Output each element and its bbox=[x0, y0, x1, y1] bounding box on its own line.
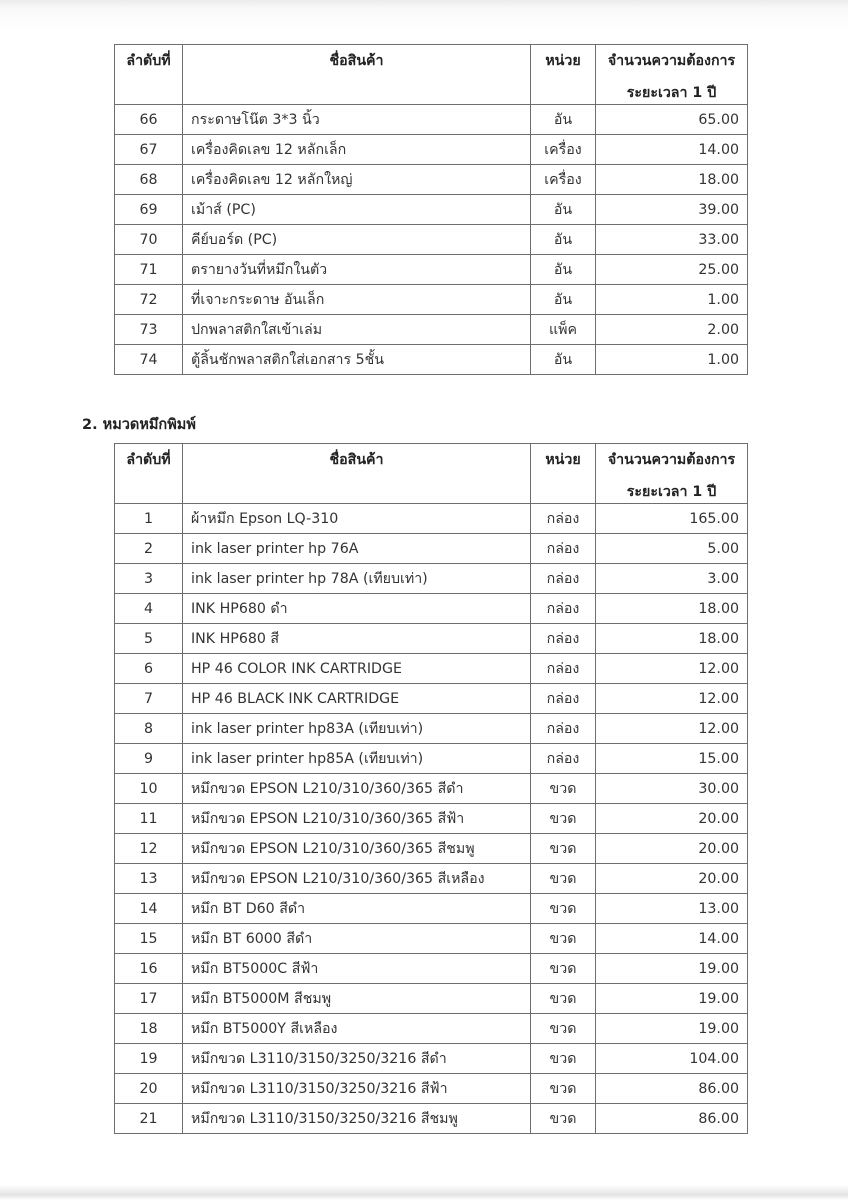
table-row bbox=[115, 924, 748, 954]
cell-qty: 19.00 bbox=[596, 954, 748, 984]
cell-name: หมึกขวด EPSON L210/310/360/365 สีเหลือง bbox=[183, 864, 531, 894]
table-row bbox=[115, 165, 748, 195]
cell-name: หมึกขวด EPSON L210/310/360/365 สีชมพู bbox=[183, 834, 531, 864]
cell-unit: กล่อง bbox=[531, 624, 596, 654]
table-row bbox=[115, 954, 748, 984]
cell-qty: 12.00 bbox=[596, 714, 748, 744]
cell-name: หมึก BT5000C สีฟ้า bbox=[183, 954, 531, 984]
cell-qty: 104.00 bbox=[596, 1044, 748, 1074]
cell-no: 4 bbox=[115, 594, 183, 624]
cell-qty: 5.00 bbox=[596, 534, 748, 564]
cell-qty: 33.00 bbox=[596, 225, 748, 255]
cell-no: 72 bbox=[115, 285, 183, 315]
cell-qty: 65.00 bbox=[596, 105, 748, 135]
table-row bbox=[115, 654, 748, 684]
cell-no: 71 bbox=[115, 255, 183, 285]
cell-unit: กล่อง bbox=[531, 714, 596, 744]
cell-qty: 19.00 bbox=[596, 1014, 748, 1044]
cell-name: เครื่องคิดเลข 12 หลักใหญ่ bbox=[183, 165, 531, 195]
cell-qty: 25.00 bbox=[596, 255, 748, 285]
cell-name: ink laser printer hp 76A bbox=[183, 534, 531, 564]
cell-unit: เครื่อง bbox=[531, 165, 596, 195]
table-row bbox=[115, 135, 748, 165]
cell-unit: อัน bbox=[531, 195, 596, 225]
table-row bbox=[115, 195, 748, 225]
table-row bbox=[115, 804, 748, 834]
cell-qty: 20.00 bbox=[596, 804, 748, 834]
cell-qty: 12.00 bbox=[596, 684, 748, 714]
cell-qty: 18.00 bbox=[596, 594, 748, 624]
cell-name: หมึก BT D60 สีดำ bbox=[183, 894, 531, 924]
cell-no: 13 bbox=[115, 864, 183, 894]
cell-qty: 39.00 bbox=[596, 195, 748, 225]
cell-name: ปกพลาสติกใสเข้าเล่ม bbox=[183, 315, 531, 345]
cell-unit: ขวด bbox=[531, 954, 596, 984]
table-row bbox=[115, 345, 748, 375]
cell-name: หมึกขวด EPSON L210/310/360/365 สีฟ้า bbox=[183, 804, 531, 834]
cell-unit: กล่อง bbox=[531, 684, 596, 714]
cell-unit: อัน bbox=[531, 345, 596, 375]
cell-qty: 165.00 bbox=[596, 504, 748, 534]
table-row bbox=[115, 105, 748, 135]
cell-no: 9 bbox=[115, 744, 183, 774]
table-row bbox=[115, 714, 748, 744]
cell-name: หมึกขวด L3110/3150/3250/3216 สีฟ้า bbox=[183, 1074, 531, 1104]
cell-unit: อัน bbox=[531, 285, 596, 315]
cell-qty: 86.00 bbox=[596, 1104, 748, 1134]
cell-qty: 19.00 bbox=[596, 984, 748, 1014]
cell-qty: 30.00 bbox=[596, 774, 748, 804]
header-name: ชื่อสินค้า bbox=[183, 444, 531, 504]
cell-qty: 18.00 bbox=[596, 624, 748, 654]
cell-qty: 20.00 bbox=[596, 834, 748, 864]
header-no: ลำดับที่ bbox=[115, 444, 183, 504]
cell-name: ผ้าหมึก Epson LQ-310 bbox=[183, 504, 531, 534]
cell-name: HP 46 BLACK INK CARTRIDGE bbox=[183, 684, 531, 714]
cell-no: 20 bbox=[115, 1074, 183, 1104]
cell-name: กระดาษโน๊ต 3*3 นิ้ว bbox=[183, 105, 531, 135]
cell-no: 67 bbox=[115, 135, 183, 165]
office-supplies-table bbox=[114, 44, 748, 375]
cell-qty: 14.00 bbox=[596, 924, 748, 954]
header-qty bbox=[596, 45, 748, 105]
header-unit: หน่วย bbox=[531, 45, 596, 105]
cell-name: หมึก BT5000M สีชมพู bbox=[183, 984, 531, 1014]
table-row bbox=[115, 864, 748, 894]
cell-qty: 2.00 bbox=[596, 315, 748, 345]
cell-unit: กล่อง bbox=[531, 564, 596, 594]
cell-no: 70 bbox=[115, 225, 183, 255]
cell-unit: เครื่อง bbox=[531, 135, 596, 165]
cell-unit: อัน bbox=[531, 255, 596, 285]
cell-unit: กล่อง bbox=[531, 654, 596, 684]
table-row bbox=[115, 225, 748, 255]
cell-no: 69 bbox=[115, 195, 183, 225]
table-row bbox=[115, 834, 748, 864]
cell-qty: 13.00 bbox=[596, 894, 748, 924]
cell-name: ที่เจาะกระดาษ อันเล็ก bbox=[183, 285, 531, 315]
cell-name: หมึกขวด EPSON L210/310/360/365 สีดำ bbox=[183, 774, 531, 804]
cell-qty: 12.00 bbox=[596, 654, 748, 684]
cell-name: ink laser printer hp83A (เทียบเท่า) bbox=[183, 714, 531, 744]
cell-qty: 15.00 bbox=[596, 744, 748, 774]
cell-name: คีย์บอร์ด (PC) bbox=[183, 225, 531, 255]
table-row bbox=[115, 504, 748, 534]
table-row bbox=[115, 1074, 748, 1104]
header-qty bbox=[596, 444, 748, 504]
cell-no: 1 bbox=[115, 504, 183, 534]
table-row bbox=[115, 684, 748, 714]
cell-unit: อัน bbox=[531, 105, 596, 135]
cell-no: 5 bbox=[115, 624, 183, 654]
cell-name: หมึกขวด L3110/3150/3250/3216 สีชมพู bbox=[183, 1104, 531, 1134]
table-row bbox=[115, 285, 748, 315]
cell-unit: กล่อง bbox=[531, 744, 596, 774]
cell-unit: ขวด bbox=[531, 1044, 596, 1074]
cell-unit: อัน bbox=[531, 225, 596, 255]
table-row bbox=[115, 534, 748, 564]
cell-qty: 1.00 bbox=[596, 345, 748, 375]
header-qty-line1: จำนวนความต้องการ bbox=[607, 452, 736, 468]
cell-name: หมึก BT5000Y สีเหลือง bbox=[183, 1014, 531, 1044]
cell-name: หมึก BT 6000 สีดำ bbox=[183, 924, 531, 954]
cell-unit: ขวด bbox=[531, 804, 596, 834]
table-row bbox=[115, 984, 748, 1014]
header-name: ชื่อสินค้า bbox=[183, 45, 531, 105]
cell-no: 21 bbox=[115, 1104, 183, 1134]
cell-no: 12 bbox=[115, 834, 183, 864]
table-row bbox=[115, 594, 748, 624]
cell-name: ตู้ลิ้นชักพลาสติกใส่เอกสาร 5ชั้น bbox=[183, 345, 531, 375]
table-row bbox=[115, 624, 748, 654]
section-title-ink: 2. หมวดหมึกพิมพ์ bbox=[82, 417, 196, 433]
cell-no: 7 bbox=[115, 684, 183, 714]
table-row bbox=[115, 564, 748, 594]
table-row bbox=[115, 1044, 748, 1074]
cell-no: 73 bbox=[115, 315, 183, 345]
cell-qty: 20.00 bbox=[596, 864, 748, 894]
table-row bbox=[115, 744, 748, 774]
cell-qty: 86.00 bbox=[596, 1074, 748, 1104]
cell-name: เครื่องคิดเลข 12 หลักเล็ก bbox=[183, 135, 531, 165]
cell-name: HP 46 COLOR INK CARTRIDGE bbox=[183, 654, 531, 684]
cell-unit: กล่อง bbox=[531, 534, 596, 564]
cell-no: 15 bbox=[115, 924, 183, 954]
header-qty-line2: ระยะเวลา 1 ปี bbox=[626, 484, 717, 500]
cell-name: ink laser printer hp85A (เทียบเท่า) bbox=[183, 744, 531, 774]
ink-supplies-table bbox=[114, 443, 748, 1134]
cell-name: ink laser printer hp 78A (เทียบเท่า) bbox=[183, 564, 531, 594]
cell-unit: ขวด bbox=[531, 1104, 596, 1134]
cell-no: 14 bbox=[115, 894, 183, 924]
cell-name: ตรายางวันที่หมึกในตัว bbox=[183, 255, 531, 285]
table-body bbox=[115, 504, 748, 1134]
cell-unit: ขวด bbox=[531, 834, 596, 864]
cell-no: 17 bbox=[115, 984, 183, 1014]
table-row bbox=[115, 774, 748, 804]
table-header-row bbox=[115, 444, 748, 504]
cell-no: 18 bbox=[115, 1014, 183, 1044]
cell-unit: ขวด bbox=[531, 924, 596, 954]
cell-unit: ขวด bbox=[531, 894, 596, 924]
header-unit: หน่วย bbox=[531, 444, 596, 504]
cell-qty: 18.00 bbox=[596, 165, 748, 195]
table-row bbox=[115, 1104, 748, 1134]
cell-unit: ขวด bbox=[531, 1014, 596, 1044]
cell-no: 2 bbox=[115, 534, 183, 564]
cell-unit: ขวด bbox=[531, 774, 596, 804]
cell-no: 19 bbox=[115, 1044, 183, 1074]
cell-unit: ขวด bbox=[531, 1074, 596, 1104]
cell-no: 66 bbox=[115, 105, 183, 135]
cell-qty: 1.00 bbox=[596, 285, 748, 315]
header-qty-line2: ระยะเวลา 1 ปี bbox=[626, 85, 717, 101]
cell-qty: 3.00 bbox=[596, 564, 748, 594]
cell-name: INK HP680 สี bbox=[183, 624, 531, 654]
cell-name: เม้าส์ (PC) bbox=[183, 195, 531, 225]
cell-qty: 14.00 bbox=[596, 135, 748, 165]
cell-no: 74 bbox=[115, 345, 183, 375]
header-qty-line1: จำนวนความต้องการ bbox=[607, 53, 736, 69]
header-no: ลำดับที่ bbox=[115, 45, 183, 105]
cell-name: หมึกขวด L3110/3150/3250/3216 สีดำ bbox=[183, 1044, 531, 1074]
cell-no: 3 bbox=[115, 564, 183, 594]
cell-no: 16 bbox=[115, 954, 183, 984]
cell-no: 11 bbox=[115, 804, 183, 834]
cell-unit: กล่อง bbox=[531, 594, 596, 624]
cell-no: 6 bbox=[115, 654, 183, 684]
cell-no: 68 bbox=[115, 165, 183, 195]
cell-no: 10 bbox=[115, 774, 183, 804]
table-body bbox=[115, 105, 748, 375]
table-header-row bbox=[115, 45, 748, 105]
scan-edge-shadow bbox=[0, 0, 848, 8]
table-row bbox=[115, 315, 748, 345]
table-row bbox=[115, 255, 748, 285]
cell-unit: ขวด bbox=[531, 984, 596, 1014]
cell-unit: กล่อง bbox=[531, 504, 596, 534]
cell-no: 8 bbox=[115, 714, 183, 744]
table-row bbox=[115, 894, 748, 924]
cell-unit: ขวด bbox=[531, 864, 596, 894]
table-row bbox=[115, 1014, 748, 1044]
cell-name: INK HP680 ดำ bbox=[183, 594, 531, 624]
cell-unit: แพ็ค bbox=[531, 315, 596, 345]
